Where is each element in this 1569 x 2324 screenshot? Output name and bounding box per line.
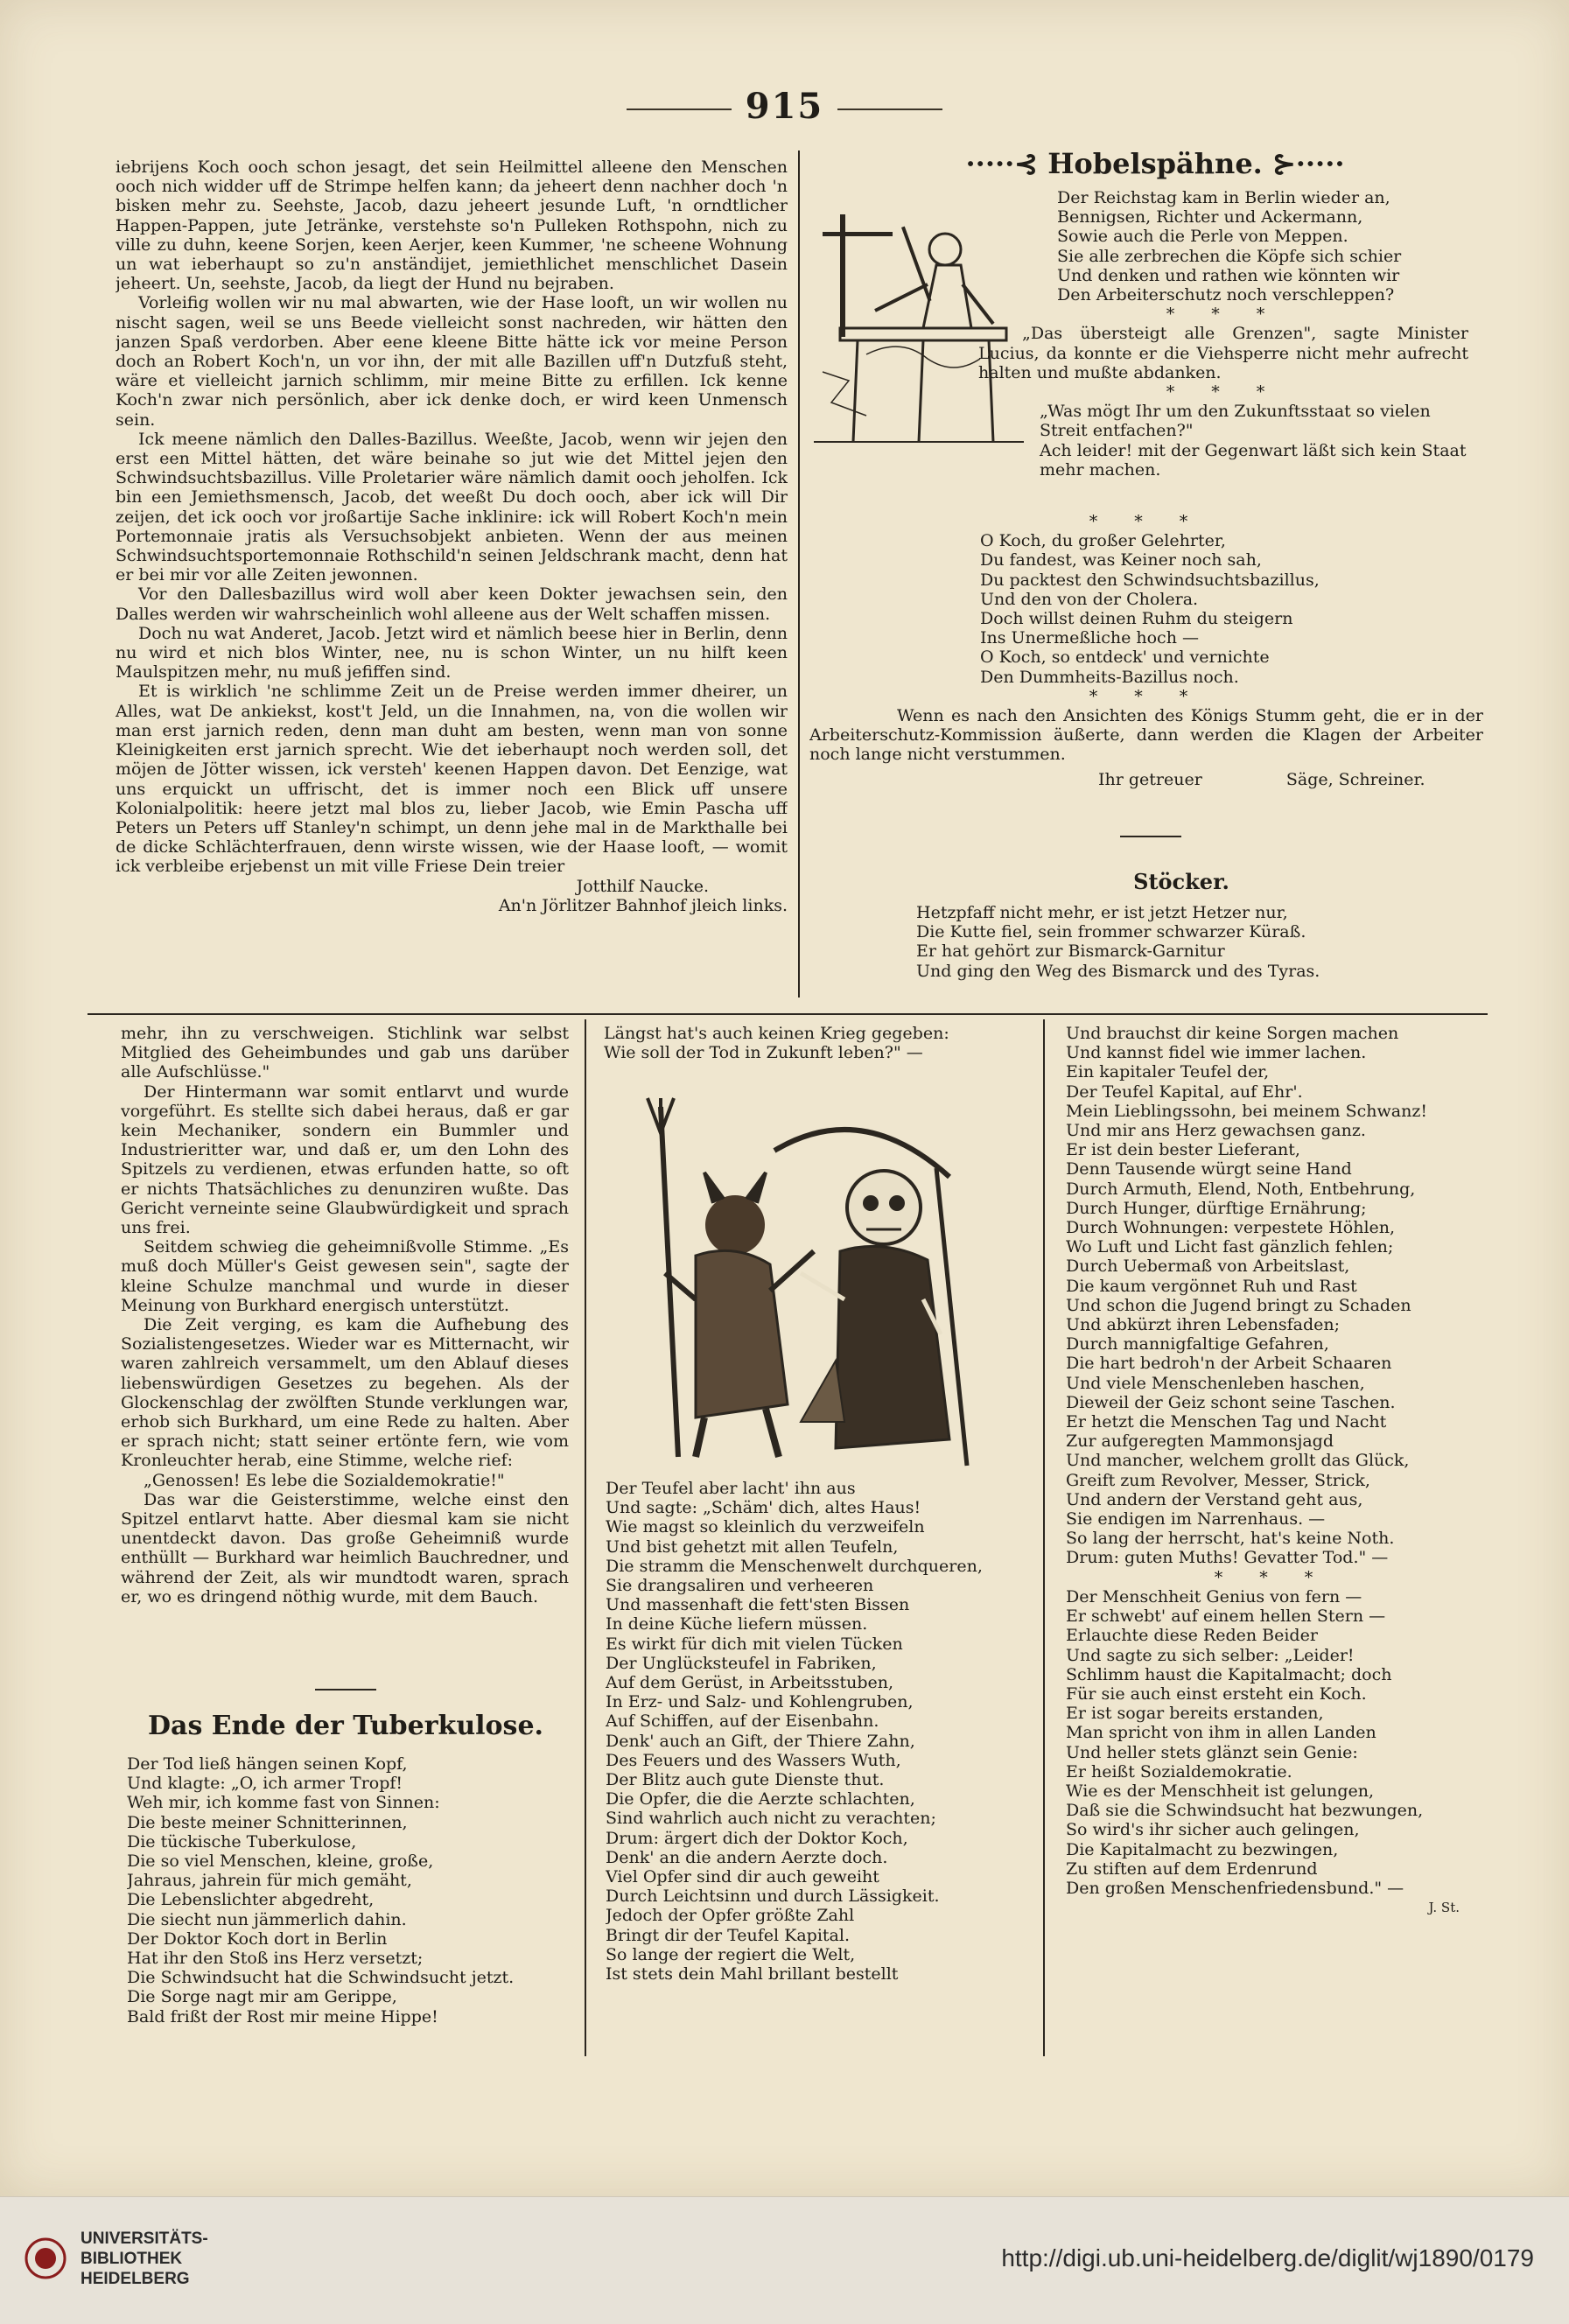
- article-paragraph: Das war die Geisterstimme, welche einst den Spitzel entlarvt hatte. Aber diesmal kam sie nicht unentdeckt davon. Das große Geheimniß wurde enthüllt — Burkhard war heimlich Bauchredner, und während der Zeit, als wir mundtodt waren, sprach er, wo es dringend nöthig wurde, mit dem Bauch.: [121, 1489, 569, 1606]
- stoecker-poem: Hetzpfaff nicht mehr, er ist jetzt Hetzer nur, Die Kutte fiel, sein frommer schwarzer Küraß. Er hat gehört zur Bismarck-Garnitur Und ging den Weg des Bismarck und des Tyras.: [916, 903, 1320, 981]
- tuberkulose-middle-top: Längst hat's auch keinen Krieg gegeben: Wie soll der Tod in Zukunft leben?" —: [604, 1024, 949, 1063]
- top-left-article: [116, 158, 788, 999]
- hobel-paragraph-lucius: „Das übersteigt alle Grenzen", sagte Minister Lucius, da konnte er die Viehsperre nicht mehr aufrecht halten und mußte abdanken.: [978, 324, 1468, 382]
- article-paragraph: Ick meene nämlich den Dalles-Bazillus. Weeßte, Jacob, wenn wir jejen den erst een Mittel hätten, det wäre beinahe so jut wie det Mittel jejen den Schwindsuchtsbazillus. Ville Proletarier wäre nämlich damit ooch jeholfen. Ick bin een Jemiethsmensch, Jacob, det weeßt Du doch ooch, aber ick will Dir zeijen, det ick ooch vor jroßartije Sache inklinire: ick will Robert Koch'n mein Portemonnaie jratis als Versuchsobjekt anbieten. Wenn der aus meinen Schwindsuchtsportemonnaie Rothschild'n seinen Jeldschrank macht, denn hat er bei mir vor alle Zeiten jewonnen.: [116, 429, 788, 585]
- signature-place: An'n Jörlitzer Bahnhof jleich links.: [498, 895, 788, 915]
- stars-separator: * * *: [1089, 686, 1204, 706]
- article-paragraph: Et is wirklich 'ne schlimme Zeit un de Preise werden immer dheirer, un Alles, wat De ankiekst, kost't Jeld, un die Innahmen, na, von die wollen wir man erst jarnich reden, denn man duht am besten, wenn man von sonne Kleinigkeiten erst jarnich sprecht. Wie det ieberhaupt noch werden soll, det möjen de Jötter wissen, ick versteh' keenen Happen davon. Det Eenzige, wat uns erquickt un uffrischt, det is immer noch een Blick uff unsere Kolonialpolitik: heere jetzt mal blos zu, lieber Jacob, wie Emin Pascha uff Peters un Peters uff Stanley'n schimpt, un denn jehe mal in de Markthalle bei de dicke Schlächterfrauen, denn wirste wissen, wie der Haase looft, — womit ick verbleibe erjebenst un mit ville Friese Dein treier: [116, 682, 788, 877]
- hobelspaehne-text: [978, 188, 1468, 538]
- hobelspaehne-lower: [809, 512, 1483, 836]
- article-paragraph: Vor den Dallesbazillus wird woll aber keen Dokter jewachsen sein, den Dalles werden wir wahrscheinlich wohl alleene aus der Welt schaffen missen.: [116, 584, 788, 624]
- article-paragraph: Die Zeit verging, es kam die Aufhebung des Sozialistengesetzes. Wieder war es Mitternacht, wir waren zahlreich versammelt, um den Ablauf dieses liebenswürdigen Gesetzes zu begehen. Als der Glockenschlag der zwölften Stunde verklungen war, erhob sich Burkhard, um eine Rede zu halten. Aber er sprach nicht; statt seiner ertönte fern, wie vom Kronleuchter herab, eine Stimme, welche rief:: [121, 1315, 569, 1471]
- page-number-rule-left: [627, 108, 732, 110]
- devil-and-death-illustration: [582, 1072, 1028, 1470]
- signature-name: Jotthilf Naucke.: [576, 876, 709, 896]
- stars-separator: * * *: [1089, 512, 1204, 531]
- tuberkulose-title: Das Ende der Tuberkulose.: [148, 1711, 543, 1741]
- hobel-zukunftsstaat: „Was mögt Ihr um den Zukunftsstaat so vielen Streit entfachen?" Ach leider! mit der Gegenwart läßt sich kein Staat mehr machen.: [1040, 402, 1467, 480]
- section-divider: [88, 1013, 1488, 1015]
- tuberkulose-right-column: [1066, 1024, 1477, 2052]
- article-paragraph: Vorleifig wollen wir nu mal abwarten, wie der Hase looft, un wir wollen nu nischt sagen, weil se uns Beede vielleicht sonst nachreden, wir hätten den janzen Spaß verdorben. Aber eene kleene Bitte hätte ick vor meine Person doch an Robert Koch'n, un vor ihn, der mit alle Bazillen uff'n Dutzfuß steht, wäre et vielleicht jarnich schlimm, mir meine Bitte zu erfillen. Ick kenne Koch'n zwar nich persönlich, aber ick denke doch, er wird keen Unmensch sein.: [116, 293, 788, 430]
- hobelspaehne-title: ·····⊰ Hobelspähne. ⊱·····: [965, 147, 1345, 180]
- hobel-paragraph-stumm: Wenn es nach den Ansichten des Königs Stumm geht, die er in der Arbeiterschutz-Kommission äußerte, dann werden die Klagen der Arbeiter noch lange nicht verstummen.: [809, 706, 1483, 765]
- ornament-right: ⊱·····: [1262, 147, 1345, 180]
- page-number-rule-right: [837, 108, 942, 110]
- hobel-poem-koch: O Koch, du großer Gelehrter, Du fandest, was Keiner noch sah, Du packtest den Schwindsuchtsbazillus, Und den von der Cholera. Doch willst deinen Ruhm du steigern Ins Unermeßliche hoch — O Koch, so entdeck' und vernichte Den Dummheits-Bazillus noch.: [980, 531, 1320, 687]
- bottom-left-article: [121, 1024, 569, 1689]
- column-divider: [1043, 1019, 1045, 2056]
- hobel-closing: Ihr getreuer Säge, Schreiner.: [1098, 769, 1425, 789]
- stoecker-title: Stöcker.: [1133, 869, 1229, 894]
- tuberkulose-right-b: Der Menschheit Genius von fern — Er schwebt' auf einem hellen Stern — Erlauchte diese Reden Beider Und sagte zu sich selber: „Leider! Schlimm haust die Kapitalmacht; doch Für sie auch einst ersteht ein Koch. Er ist sogar bereits erstanden, Man spricht von ihm in allen Landen Und heller stets glänzt sein Genie: Er heißt Sozialdemokratie. Wie es der Menschheit ist gelungen, Daß sie die Schwindsucht hat bezwungen, So wird's ihr sicher auch gelingen, Die Kapitalmacht zu bezwingen, Zu stiften auf dem Erdenrund Den großen Menschenfriedensbund." —: [1066, 1586, 1424, 1898]
- university-seal-icon: [25, 2237, 67, 2279]
- section-rule: [1120, 836, 1181, 837]
- tuberkulose-poem-part1: Der Tod ließ hängen seinen Kopf, Und klagte: „O, ich armer Tropf! Weh mir, ich komme fast von Sinnen: Die beste meiner Schnitterinnen, Die tückische Tuberkulose, Die so viel Menschen, kleine, große, Jahraus, jahrein für mich gemäht, Die Lebenslichter abgedreht, Die siecht nun jämmerlich dahin. Der Doktor Koch dort in Berlin Hat ihr den Stoß ins Herz versetzt; Die Schwindsucht hat die Schwindsucht jetzt. Die Sorge nagt mir am Gerippe, Bald frißt der Rost mir meine Hippe!: [127, 1754, 515, 2026]
- tuberkulose-right-a: Und brauchst dir keine Sorgen machen Und kannst fidel wie immer lachen. Ein kapitaler Teufel der, Der Teufel Kapital, auf Ehr'. Mein Lieblingssohn, bei meinem Schwanz! Und mir ans Herz gewachsen ganz. Er ist dein bester Lieferant, Denn Tausende würgt seine Hand Durch Armuth, Elend, Noth, Entbehrung, Durch Hunger, dürftige Ernährung; Durch Wohnungen: verpestete Höhlen, Wo Luft und Licht fast gänzlich fehlen; Durch Uebermaß von Arbeitslast, Die kaum vergönnet Ruh und Rast Und schon die Jugend bringt zu Schaden Und abkürzt ihren Lebensfaden; Durch mannigfaltige Gefahren, Die hart bedroh'n der Arbeit Schaaren Und viele Menschenleben haschen, Dieweil der Geiz schont seine Taschen. Er hetzt die Menschen Tag und Nacht Zur aufgeregten Mammonsjagd Und mancher, welchem grollt das Glück, Greift zum Revolver, Messer, Strick, Und andern der Verstand geht aus, Sie endigen im Narrenhaus. — So lang der herrscht, hat's keine Noth. Drum: guten Muths! Gevatter Tod." —: [1066, 1024, 1427, 1568]
- article-paragraph: „Genossen! Es lebe die Sozialdemokratie!": [144, 1470, 505, 1490]
- stars-separator: * * *: [1166, 382, 1281, 402]
- hobel-poem-reichstag: Der Reichstag kam in Berlin wieder an, Bennigsen, Richter und Ackermann, Sowie auch die Perle von Meppen. Sie alle zerbrechen die Köpfe sich schier Und denken und rathen wie könnten wir Den Arbeiterschutz noch verschleppen?: [1057, 188, 1402, 305]
- article-paragraph: iebrijens Koch ooch schon jesagt, det sein Heilmittel alleene den Menschen ooch nich widder uff de Strimpe helfen kann; da jeheert denn nachher doch 'n bisken mehr zu. Seehste, Jacob, dazu jeheert jesunde Luft, 'n orndtlicher Happen-Pappen, jute Jetränke, verstehste so'n Pulleken Rothspohn, nich zu ville zu duhn, keene Sorjen, keen Aerjer, keen Kummer, 'ne scheene Wohnung un wat ieberhaupt so zu'n anständijet, jemiethlichet menschlichet Dasein jeheert. Un, seehste, Jacob, da liegt der Hund nu bejraben.: [116, 158, 788, 294]
- source-url[interactable]: http://digi.ub.uni-heidelberg.de/diglit/wj1890/0179: [1001, 2244, 1534, 2272]
- stars-separator: * * *: [1166, 304, 1281, 325]
- stars-separator: * * *: [1214, 1567, 1329, 1587]
- tuberkulose-signature: J. St.: [1428, 1900, 1460, 1916]
- column-divider: [798, 150, 800, 998]
- page-number: 915: [0, 86, 1569, 127]
- section-rule: [315, 1689, 376, 1690]
- library-footer: [0, 2196, 1569, 2324]
- tuberkulose-middle-bottom: Der Teufel aber lacht' ihn aus Und sagte: „Schäm' dich, altes Haus! Wie magst so kleinlich du verzweifeln Und bist gehetzt mit allen Teufeln, Die stramm die Menschenwelt durchqueren, Sie drangsaliren und verheeren Und massenhaft die fett'sten Bissen In deine Küche liefern müssen. Es wirkt für dich mit vielen Tücken Der Unglücksteufel in Fabriken, Auf dem Gerüst, in Arbeitsstuben, In Erz- und Salz- und Kohlengruben, Auf Schiffen, auf der Eisenbahn. Denk' auch an Gift, der Thiere Zahn, Des Feuers und des Wassers Wuth, Der Blitz auch gute Dienste thut. Die Opfer, die die Aerzte schlachten, Sind wahrlich auch nicht zu verachten; Drum: ärgert dich der Doktor Koch, Denk' an die andern Aerzte doch. Viel Opfer sind dir auch geweiht Durch Leichtsinn und durch Lässigkeit. Jedoch der Opfer größte Zahl Bringt dir der Teufel Kapital. So lange der regiert die Welt, Ist stets dein Mahl brillant bestellt: [606, 1479, 983, 1984]
- article-paragraph: mehr, ihn zu verschweigen. Stichlink war selbst Mitglied des Geheimbundes und gab uns darüber alle Aufschlüsse.": [121, 1024, 569, 1082]
- article-paragraph: Der Hintermann war somit entlarvt und wurde vorgeführt. Es stellte sich dabei heraus, daß er gar kein Mechaniker, sondern ein Bummler und Industrieritter war, und daß er, um den Lohn des Spitzels zu verdienen, etwas erfunden hatte, so oft er nichts Thatsächliches zu denunziren wußte. Das Gericht verneinte seine Glaubwürdigkeit und sprach uns frei.: [121, 1082, 569, 1238]
- article-paragraph: Doch nu wat Anderet, Jacob. Jetzt wird et nämlich beese hier in Berlin, denn nu wird et nich blos Winter, nee, nu is schon Winter, un nu hilft keen Maulspitzen mehr, nu muß jefiffen sind.: [116, 623, 788, 682]
- article-paragraph: Seitdem schwieg die geheimnißvolle Stimme. „Es muß doch Müller's Geist gewesen sein", sagte der kleine Schulze manchmal und wurde in dieser Meinung von Burkhard energisch unterstützt.: [121, 1237, 569, 1315]
- ornament-left: ·····⊰: [965, 147, 1048, 180]
- library-name: UNIVERSITÄTS- BIBLIOTHEK HEIDELBERG: [81, 2230, 208, 2288]
